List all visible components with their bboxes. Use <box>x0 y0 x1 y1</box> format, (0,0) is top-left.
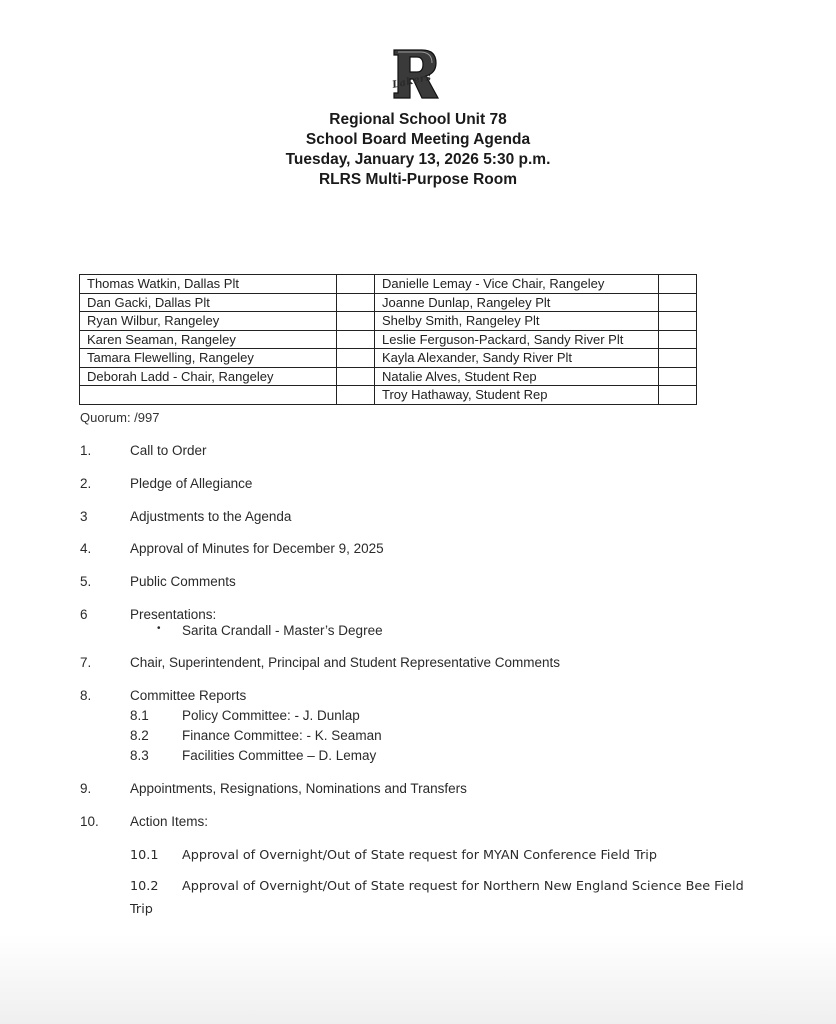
roster-member-right: Joanne Dunlap, Rangeley Plt <box>375 293 659 312</box>
agenda-item-number: 3 <box>80 509 88 524</box>
header-line-1: Regional School Unit 78 <box>329 111 507 128</box>
roster-row <box>80 293 697 312</box>
agenda-item-number: 1. <box>80 443 92 458</box>
agenda-item-text: Committee Reports <box>130 688 247 703</box>
committee-text: Facilities Committee – D. Lemay <box>182 748 377 763</box>
committee-text: Policy Committee: - J. Dunlap <box>182 708 360 723</box>
agenda-item-text: Pledge of Allegiance <box>130 476 253 491</box>
agenda-item-text: Action Items: <box>130 814 209 829</box>
header-line-2: School Board Meeting Agenda <box>305 131 531 148</box>
committee-number: 8.2 <box>130 728 149 743</box>
attendance-cell <box>659 275 697 294</box>
roster-row <box>80 386 697 405</box>
roster-member-left: Tamara Flewelling, Rangeley <box>80 349 337 368</box>
agenda-item-text: Call to Order <box>130 443 207 458</box>
header-line-4: RLRS Multi-Purpose Room <box>318 171 518 188</box>
attendance-cell <box>337 386 375 405</box>
page-bottom-shadow <box>0 934 836 1024</box>
action-item-continuation: Trip <box>130 902 153 917</box>
agenda-item-text: Adjustments to the Agenda <box>130 509 292 524</box>
roster-member-left: Deborah Ladd - Chair, Rangeley <box>80 367 337 386</box>
committee-text: Finance Committee: - K. Seaman <box>182 728 382 743</box>
attendance-cell <box>659 367 697 386</box>
bullet-icon: • <box>157 623 161 634</box>
roster-member-right: Troy Hathaway, Student Rep <box>375 386 659 405</box>
action-item-text: Approval of Overnight/Out of State request for MYAN Conference Field Trip <box>182 848 657 863</box>
action-item-number: 10.1 <box>130 848 159 863</box>
roster-member-right: Danielle Lemay - Vice Chair, Rangeley <box>375 275 659 294</box>
attendance-cell <box>659 349 697 368</box>
header-line-3: Tuesday, January 13, 2026 5:30 p.m. <box>285 151 551 168</box>
committee-number: 8.1 <box>130 708 149 723</box>
agenda-item-text: Public Comments <box>130 574 236 589</box>
agenda-item-text: Appointments, Resignations, Nominations and Transfers <box>130 781 467 796</box>
agenda-item-number: 10. <box>80 814 99 829</box>
agenda-item-number: 6 <box>80 607 88 622</box>
agenda-item-text: Presentations: <box>130 607 217 622</box>
committee-number: 8.3 <box>130 748 149 763</box>
quorum-text: Quorum: /997 <box>80 410 160 425</box>
roster-row <box>80 349 697 368</box>
attendance-cell <box>659 386 697 405</box>
school-logo <box>386 46 444 102</box>
logo-script-text: Lakers <box>391 72 433 91</box>
roster-member-left: Karen Seaman, Rangeley <box>80 330 337 349</box>
roster-member-left: Dan Gacki, Dallas Plt <box>80 293 337 312</box>
roster-row <box>80 367 697 386</box>
attendance-cell <box>337 293 375 312</box>
roster-member-right: Natalie Alves, Student Rep <box>375 367 659 386</box>
presentation-text: Sarita Crandall - Master’s Degree <box>182 623 383 638</box>
roster-member-left <box>80 386 337 405</box>
roster-member-right: Kayla Alexander, Sandy River Plt <box>375 349 659 368</box>
agenda-item-number: 4. <box>80 541 92 556</box>
action-item-text: Approval of Overnight/Out of State request for Northern New England Science Bee Field <box>182 879 744 894</box>
agenda-item-number: 5. <box>80 574 92 589</box>
roster-member-left: Thomas Watkin, Dallas Plt <box>80 275 337 294</box>
agenda-item-number: 9. <box>80 781 92 796</box>
attendance-cell <box>337 367 375 386</box>
attendance-cell <box>337 312 375 331</box>
agenda-item-number: 2. <box>80 476 92 491</box>
attendance-cell <box>659 312 697 331</box>
roster-member-left: Ryan Wilbur, Rangeley <box>80 312 337 331</box>
agenda-item-number: 8. <box>80 688 92 703</box>
agenda-item-text: Approval of Minutes for December 9, 2025 <box>130 541 384 556</box>
action-item-number: 10.2 <box>130 879 159 894</box>
agenda-item-number: 7. <box>80 655 92 670</box>
attendance-cell <box>337 349 375 368</box>
roster-member-right: Shelby Smith, Rangeley Plt <box>375 312 659 331</box>
roster-row <box>80 275 697 294</box>
agenda-item-text: Chair, Superintendent, Principal and Student Representative Comments <box>130 655 560 670</box>
board-roster-table <box>79 274 697 405</box>
attendance-cell <box>659 293 697 312</box>
attendance-cell <box>337 275 375 294</box>
attendance-cell <box>337 330 375 349</box>
agenda-header <box>0 110 836 190</box>
roster-member-right: Leslie Ferguson-Packard, Sandy River Plt <box>375 330 659 349</box>
attendance-cell <box>659 330 697 349</box>
roster-row <box>80 312 697 331</box>
roster-row <box>80 330 697 349</box>
